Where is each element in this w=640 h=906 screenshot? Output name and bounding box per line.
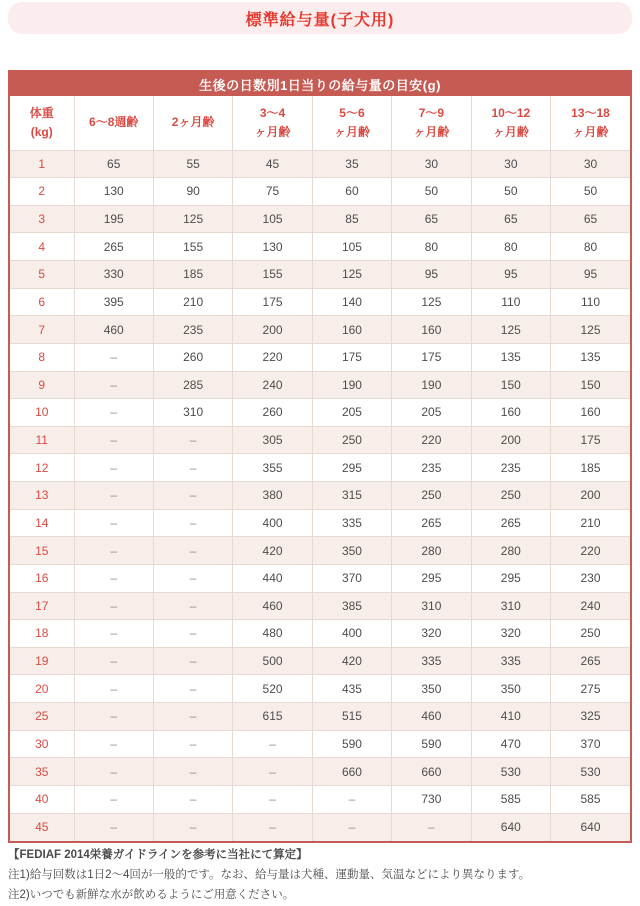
value-cell: 80 [392,233,471,261]
note-2: 注2)いつでも新鮮な水が飲めるようにご用意ください。 [8,888,295,901]
value-cell: – [153,564,232,592]
value-cell: 235 [471,454,550,482]
value-cell: – [74,813,153,841]
value-cell: 90 [153,178,232,206]
weight-cell: 35 [10,758,74,786]
column-header: 6〜8週齢 [74,96,153,150]
table-row [10,509,630,537]
table-row [10,371,630,399]
column-header: 3〜4 ヶ月齢 [233,96,312,150]
weight-cell: 14 [10,509,74,537]
value-cell: 110 [471,288,550,316]
value-cell: 385 [312,592,391,620]
value-cell: 85 [312,205,391,233]
value-cell: 205 [392,399,471,427]
value-cell: 440 [233,564,312,592]
value-cell: 285 [153,371,232,399]
value-cell: 185 [551,454,630,482]
weight-cell: 11 [10,426,74,454]
page-title: 標準給与量(子犬用) [245,11,395,29]
table-row [10,399,630,427]
value-cell: 295 [392,564,471,592]
value-cell: 125 [153,205,232,233]
value-cell: 65 [551,205,630,233]
page-title-banner [8,2,632,34]
value-cell: 460 [233,592,312,620]
value-cell: – [153,813,232,841]
value-cell: 160 [392,316,471,344]
value-cell: – [233,813,312,841]
weight-cell: 40 [10,785,74,813]
value-cell: 30 [551,150,630,178]
value-cell: 420 [233,537,312,565]
value-cell: 160 [471,399,550,427]
value-cell: 305 [233,426,312,454]
value-cell: – [74,399,153,427]
value-cell: – [74,371,153,399]
value-cell: – [74,537,153,565]
value-cell: – [153,537,232,565]
value-cell: 130 [74,178,153,206]
value-cell: 585 [471,785,550,813]
value-cell: – [392,813,471,841]
value-cell: 195 [74,205,153,233]
value-cell: 80 [551,233,630,261]
value-cell: 230 [551,564,630,592]
value-cell: 125 [551,316,630,344]
value-cell: 130 [233,233,312,261]
value-cell: 730 [392,785,471,813]
value-cell: – [153,730,232,758]
footnotes [8,843,632,905]
value-cell: 175 [312,343,391,371]
value-cell: 275 [551,675,630,703]
value-cell: 395 [74,288,153,316]
weight-cell: 7 [10,316,74,344]
weight-cell: 15 [10,537,74,565]
value-cell: 200 [551,482,630,510]
column-header: 7〜9 ヶ月齢 [392,96,471,150]
value-cell: 220 [551,537,630,565]
weight-cell: 5 [10,261,74,289]
value-cell: 310 [153,399,232,427]
value-cell: 460 [74,316,153,344]
value-cell: 435 [312,675,391,703]
table-row [10,482,630,510]
value-cell: 260 [153,343,232,371]
table-row [10,233,630,261]
value-cell: 660 [312,758,391,786]
value-cell: – [74,785,153,813]
table-row [10,647,630,675]
weight-cell: 6 [10,288,74,316]
value-cell: 335 [312,509,391,537]
value-cell: 240 [233,371,312,399]
value-cell: 315 [312,482,391,510]
table-row [10,620,630,648]
column-header: 13〜18 ヶ月齢 [551,96,630,150]
value-cell: 125 [312,261,391,289]
column-header: 5〜6 ヶ月齢 [312,96,391,150]
value-cell: 95 [392,261,471,289]
value-cell: 75 [233,178,312,206]
value-cell: 160 [551,399,630,427]
weight-cell: 4 [10,233,74,261]
value-cell: 615 [233,703,312,731]
value-cell: – [153,426,232,454]
value-cell: – [74,647,153,675]
value-cell: 135 [551,343,630,371]
table-row [10,205,630,233]
value-cell: 50 [551,178,630,206]
value-cell: 205 [312,399,391,427]
value-cell: 125 [392,288,471,316]
value-cell: – [233,758,312,786]
value-cell: 350 [312,537,391,565]
weight-cell: 18 [10,620,74,648]
value-cell: 640 [471,813,550,841]
weight-cell: 10 [10,399,74,427]
column-header: 10〜12 ヶ月齢 [471,96,550,150]
value-cell: 590 [392,730,471,758]
value-cell: 190 [392,371,471,399]
value-cell: 80 [471,233,550,261]
value-cell: 500 [233,647,312,675]
value-cell: – [74,620,153,648]
source-note: 【FEDIAF 2014栄養ガイドラインを参考に当社にて算定】 [8,848,308,861]
value-cell: 295 [312,454,391,482]
table-row [10,564,630,592]
value-cell: 265 [471,509,550,537]
value-cell: 355 [233,454,312,482]
value-cell: 105 [233,205,312,233]
weight-cell: 8 [10,343,74,371]
value-cell: 200 [233,316,312,344]
value-cell: 515 [312,703,391,731]
column-header: 2ヶ月齢 [153,96,232,150]
value-cell: – [74,592,153,620]
weight-cell: 17 [10,592,74,620]
value-cell: 175 [551,426,630,454]
value-cell: 55 [153,150,232,178]
value-cell: 530 [471,758,550,786]
value-cell: 65 [392,205,471,233]
value-cell: 310 [471,592,550,620]
value-cell: 175 [233,288,312,316]
value-cell: 480 [233,620,312,648]
table-row [10,426,630,454]
value-cell: 370 [551,730,630,758]
value-cell: 590 [312,730,391,758]
value-cell: 330 [74,261,153,289]
table-row [10,730,630,758]
table-row [10,150,630,178]
value-cell: – [153,647,232,675]
header-row [10,96,630,150]
weight-cell: 25 [10,703,74,731]
value-cell: 250 [471,482,550,510]
value-cell: 335 [392,647,471,675]
value-cell: 640 [551,813,630,841]
value-cell: 235 [392,454,471,482]
weight-cell: 20 [10,675,74,703]
table-row [10,813,630,841]
value-cell: 105 [312,233,391,261]
value-cell: 160 [312,316,391,344]
value-cell: – [153,675,232,703]
value-cell: – [233,785,312,813]
table-row [10,703,630,731]
value-cell: 325 [551,703,630,731]
value-cell: 155 [233,261,312,289]
value-cell: 335 [471,647,550,675]
table-row [10,454,630,482]
value-cell: 320 [392,620,471,648]
value-cell: 190 [312,371,391,399]
value-cell: 125 [471,316,550,344]
weight-cell: 30 [10,730,74,758]
value-cell: 380 [233,482,312,510]
value-cell: 260 [233,399,312,427]
value-cell: – [153,592,232,620]
value-cell: 350 [471,675,550,703]
column-header: 体重 (kg) [10,96,74,150]
value-cell: 310 [392,592,471,620]
value-cell: 250 [551,620,630,648]
value-cell: 265 [74,233,153,261]
value-cell: 520 [233,675,312,703]
value-cell: – [153,703,232,731]
value-cell: 220 [392,426,471,454]
value-cell: 35 [312,150,391,178]
feeding-table-grid [10,96,630,841]
value-cell: – [233,730,312,758]
value-cell: – [74,426,153,454]
value-cell: 50 [471,178,550,206]
weight-cell: 3 [10,205,74,233]
value-cell: 220 [233,343,312,371]
value-cell: – [153,454,232,482]
value-cell: 30 [471,150,550,178]
value-cell: 110 [551,288,630,316]
value-cell: 660 [392,758,471,786]
value-cell: 370 [312,564,391,592]
note-1: 注1)給与回数は1日2〜4回が一般的です。なお、給与量は犬種、運動量、気温などにより異なります。 [8,868,531,881]
value-cell: – [153,620,232,648]
table-row [10,537,630,565]
value-cell: – [74,675,153,703]
value-cell: – [74,343,153,371]
table-row [10,261,630,289]
value-cell: 420 [312,647,391,675]
value-cell: 265 [551,647,630,675]
value-cell: – [312,813,391,841]
value-cell: 250 [392,482,471,510]
weight-cell: 2 [10,178,74,206]
value-cell: 320 [471,620,550,648]
value-cell: 585 [551,785,630,813]
value-cell: – [74,703,153,731]
value-cell: 265 [392,509,471,537]
value-cell: 200 [471,426,550,454]
value-cell: 50 [392,178,471,206]
value-cell: 400 [312,620,391,648]
value-cell: 60 [312,178,391,206]
value-cell: 65 [74,150,153,178]
value-cell: 155 [153,233,232,261]
value-cell: – [153,482,232,510]
table-row [10,785,630,813]
feeding-table [8,70,632,843]
value-cell: 240 [551,592,630,620]
value-cell: 45 [233,150,312,178]
value-cell: 250 [312,426,391,454]
value-cell: 280 [471,537,550,565]
weight-cell: 16 [10,564,74,592]
value-cell: 30 [392,150,471,178]
value-cell: 210 [551,509,630,537]
value-cell: – [74,482,153,510]
value-cell: – [74,758,153,786]
value-cell: 530 [551,758,630,786]
value-cell: – [312,785,391,813]
value-cell: 65 [471,205,550,233]
value-cell: – [74,564,153,592]
value-cell: 210 [153,288,232,316]
value-cell: – [74,730,153,758]
weight-cell: 12 [10,454,74,482]
table-row [10,592,630,620]
table-row [10,178,630,206]
weight-cell: 13 [10,482,74,510]
value-cell: – [153,758,232,786]
value-cell: 95 [471,261,550,289]
value-cell: – [153,509,232,537]
table-row [10,758,630,786]
value-cell: 460 [392,703,471,731]
value-cell: 135 [471,343,550,371]
value-cell: – [74,454,153,482]
value-cell: 140 [312,288,391,316]
value-cell: 175 [392,343,471,371]
value-cell: – [74,509,153,537]
value-cell: 185 [153,261,232,289]
table-row [10,316,630,344]
weight-cell: 19 [10,647,74,675]
value-cell: 280 [392,537,471,565]
table-row [10,288,630,316]
value-cell: 150 [551,371,630,399]
weight-cell: 9 [10,371,74,399]
value-cell: 410 [471,703,550,731]
value-cell: 150 [471,371,550,399]
weight-cell: 1 [10,150,74,178]
table-row [10,343,630,371]
value-cell: 235 [153,316,232,344]
table-row [10,675,630,703]
value-cell: 400 [233,509,312,537]
value-cell: – [153,785,232,813]
value-cell: 350 [392,675,471,703]
value-cell: 295 [471,564,550,592]
value-cell: 95 [551,261,630,289]
table-caption: 生後の日数別1日当りの給与量の目安(g) [10,72,630,96]
weight-cell: 45 [10,813,74,841]
value-cell: 470 [471,730,550,758]
